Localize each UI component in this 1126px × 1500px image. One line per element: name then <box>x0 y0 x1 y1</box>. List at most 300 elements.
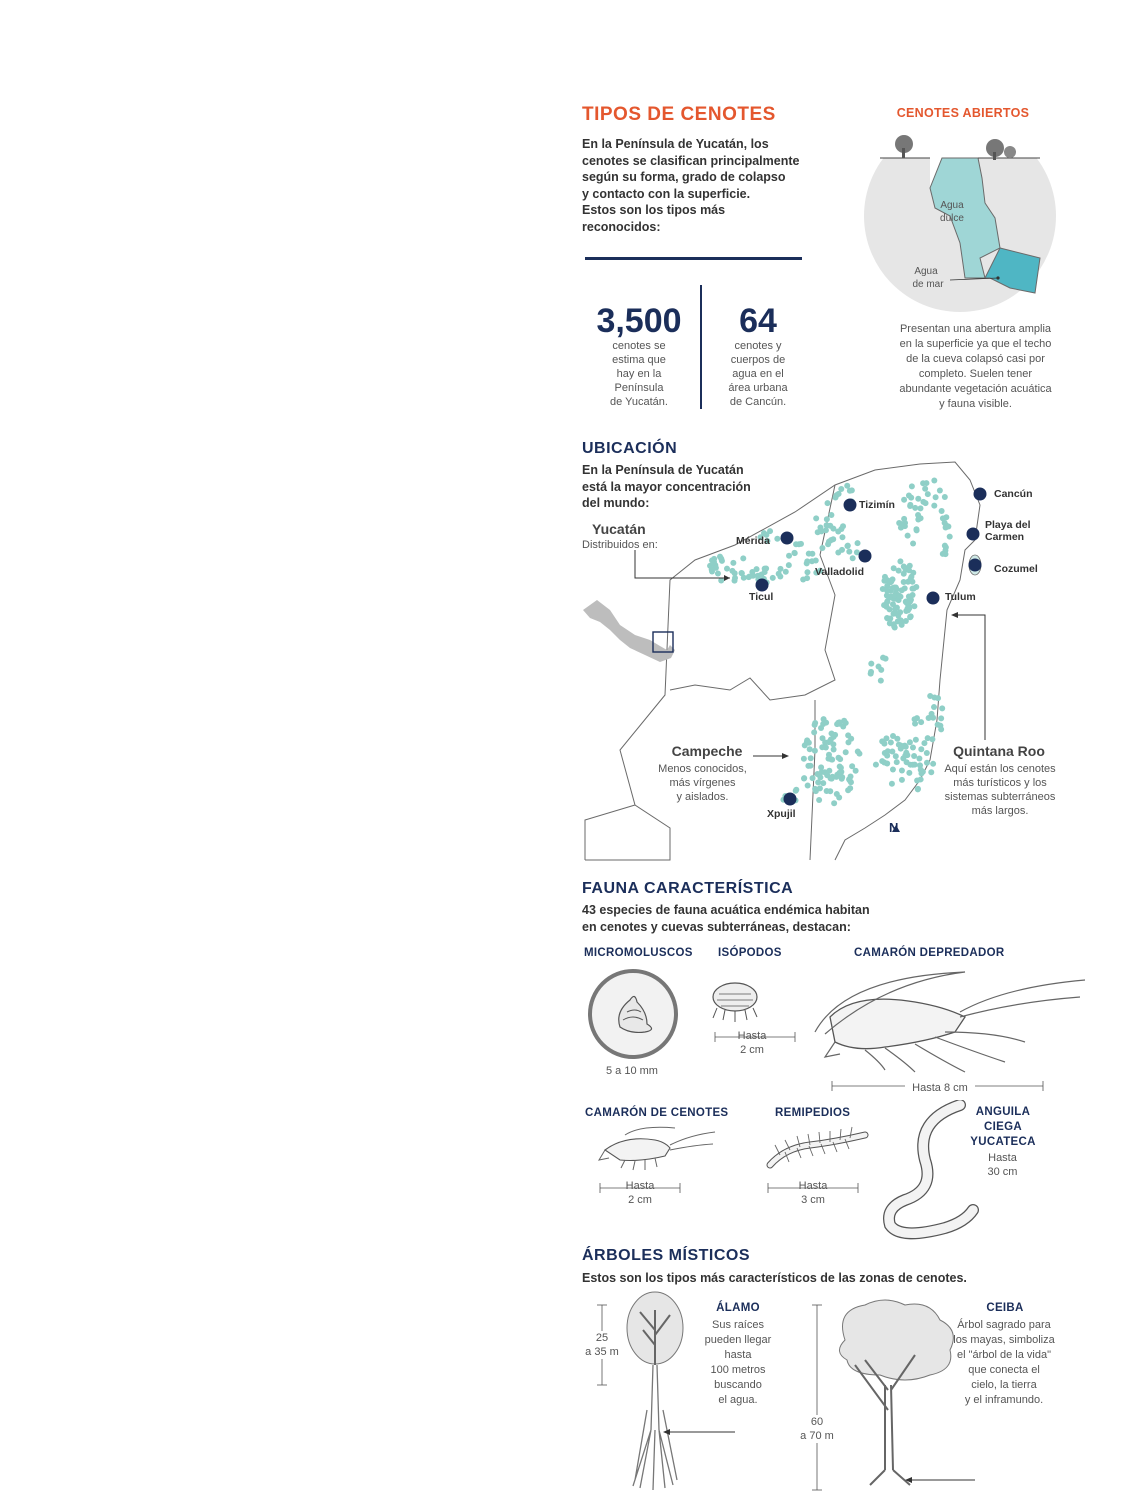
cenote-dot <box>811 729 817 735</box>
cenote-dot <box>910 744 916 750</box>
arboles-intro: Estos son los tipos más característicos de las zonas de cenotes. <box>582 1271 967 1285</box>
cenote-dot <box>907 762 913 768</box>
ceiba-tree-icon <box>839 1300 953 1485</box>
cenote-dot <box>942 543 948 549</box>
cenote-dot <box>770 575 776 581</box>
tipos-intro <box>582 136 822 235</box>
cenote-dot <box>786 562 792 568</box>
stat-cenotes-cancun <box>710 303 806 409</box>
stat-line: de Cancún. <box>729 396 787 408</box>
cenote-dot <box>917 505 923 511</box>
cenote-dot <box>830 526 836 532</box>
cenote-dot <box>786 553 792 559</box>
region-campeche: Campeche <box>671 743 743 759</box>
cenote-dot <box>804 558 810 564</box>
cenote-dot <box>806 551 812 557</box>
fauna-isopodos-title: ISÓPODOS <box>718 947 782 959</box>
cenote-dot <box>762 566 768 572</box>
desc-line: los mayas, simboliza <box>953 1334 1055 1346</box>
cenote-dot <box>918 746 924 752</box>
cenote-dot <box>887 616 893 622</box>
cenote-dot <box>897 594 903 600</box>
cenote-dot <box>846 549 852 555</box>
height-line: a 35 m <box>585 1346 619 1358</box>
cenote-dot <box>888 739 894 745</box>
desc-line: Árbol sagrado para <box>957 1319 1051 1331</box>
cenote-dot <box>916 755 922 761</box>
cenote-dot <box>939 705 945 711</box>
cenote-dot <box>868 661 874 667</box>
cenote-dot <box>911 753 917 759</box>
cenote-dot <box>843 720 849 726</box>
cenote-dot <box>933 494 939 500</box>
cenote-dot <box>804 575 810 581</box>
isopodos-size <box>728 1029 776 1057</box>
cenote-dot <box>905 533 911 539</box>
region-quintana-sub <box>930 762 1070 818</box>
size-line: 2 cm <box>740 1044 764 1056</box>
cenote-dot <box>947 534 953 540</box>
cenote-dot <box>890 576 896 582</box>
size-line: 30 cm <box>987 1166 1018 1178</box>
cenote-dot <box>730 560 736 566</box>
cenote-dot <box>833 774 839 780</box>
height-line: a 70 m <box>800 1430 834 1442</box>
city-label-tizimin: Tizimín <box>859 499 895 511</box>
size-line: 2 cm <box>628 1194 652 1206</box>
cenote-dot <box>878 678 884 684</box>
isopodo-icon <box>713 983 757 1022</box>
desc-line: más vírgenes <box>669 777 736 789</box>
cenote-dot <box>897 558 903 564</box>
cenote-dot <box>838 526 844 532</box>
cenote-dot <box>810 775 816 781</box>
size-line: Hasta <box>737 1030 767 1042</box>
fauna-remipedios-title: REMIPEDIOS <box>775 1107 851 1119</box>
desc-line: y fauna visible. <box>939 398 1012 410</box>
cenote-dot <box>892 610 898 616</box>
cenote-dot <box>827 788 833 794</box>
stat-line: cuerpos de <box>730 354 786 366</box>
intro-line: reconocidos: <box>582 219 661 234</box>
cenote-dot <box>740 555 746 561</box>
cenote-dot <box>906 770 912 776</box>
cenote-dot <box>856 751 862 757</box>
cenote-dot <box>884 598 890 604</box>
cenote-dot <box>838 486 844 492</box>
city-marker <box>859 550 872 563</box>
cenote-dot <box>826 756 832 762</box>
title-line: ANGUILA <box>975 1106 1031 1118</box>
cenote-dot <box>843 749 849 755</box>
cenote-diagram <box>860 128 1060 318</box>
cenote-dot <box>813 515 819 521</box>
stat-divider <box>700 285 702 409</box>
cenote-dot <box>816 797 822 803</box>
cenote-dot <box>938 726 944 732</box>
cenote-dot <box>715 571 721 577</box>
city-label-tulum: Tulum <box>945 591 976 603</box>
intro-line: en cenotes y cuevas subterráneas, destacan: <box>582 919 851 934</box>
cenote-dot <box>804 569 810 575</box>
stat-line: Península <box>614 382 664 394</box>
cenote-dot <box>906 605 912 611</box>
cenote-dot <box>717 554 723 560</box>
city-label-cancun: Cancún <box>994 488 1033 500</box>
cenote-dot <box>925 491 931 497</box>
cenote-dot <box>711 559 717 565</box>
stat-line: estima que <box>612 354 666 366</box>
city-marker <box>784 793 797 806</box>
cenote-dot <box>937 487 943 493</box>
cenote-dot <box>783 569 789 575</box>
cenote-dot <box>847 488 853 494</box>
desc-line: completo. Suelen tener <box>918 368 1033 380</box>
cenote-dot <box>826 739 832 745</box>
city-line: Playa del <box>985 519 1031 531</box>
micromoluscos-size: 5 a 10 mm <box>606 1065 658 1077</box>
cenote-dot <box>913 737 919 743</box>
cenote-dot <box>808 755 814 761</box>
cenote-dot <box>930 715 936 721</box>
cenote-dot <box>837 763 843 769</box>
desc-line: 100 metros <box>710 1364 766 1376</box>
cenote-dot <box>825 500 831 506</box>
cenote-dot <box>898 525 904 531</box>
cenote-dot <box>899 587 905 593</box>
height-line: 25 <box>595 1332 609 1344</box>
alamo-desc <box>693 1318 783 1408</box>
cenote-dot <box>898 617 904 623</box>
cenote-dot <box>901 497 907 503</box>
desc-line: de la cueva colapsó casi por <box>906 353 1045 365</box>
cenote-dot <box>894 759 900 765</box>
desc-line: y aislados. <box>676 791 729 803</box>
cenote-dot <box>893 753 899 759</box>
cenote-dot <box>907 614 913 620</box>
desc-line: buscando <box>714 1379 762 1391</box>
cenote-dot <box>903 744 909 750</box>
title-line: CIEGA <box>984 1121 1022 1133</box>
cenote-dot <box>831 800 837 806</box>
cenote-dot <box>931 477 937 483</box>
stat-cenotes-peninsula <box>586 303 692 409</box>
cenote-dot <box>818 725 824 731</box>
cenote-dot <box>848 779 854 785</box>
city-marker <box>844 499 857 512</box>
desc-line: hasta <box>724 1349 752 1361</box>
stat-line: de Yucatán. <box>610 396 668 408</box>
desc-line: el "árbol de la vida" <box>956 1349 1052 1361</box>
cenote-dot <box>830 536 836 542</box>
intro-line: Estos son los tipos más <box>582 203 726 217</box>
intro-line: 43 especies de fauna acuática endémica habitan <box>582 903 870 917</box>
cenote-dot <box>819 545 825 551</box>
cenote-dot <box>767 528 773 534</box>
desc-line: el agua. <box>718 1394 758 1406</box>
cenote-dot <box>741 575 747 581</box>
cenote-dot <box>834 721 840 727</box>
cenote-dot <box>801 776 807 782</box>
agua-mar-label: Agua <box>914 266 938 277</box>
alamo-tree-icon <box>627 1292 683 1490</box>
stat-line: agua en el <box>732 368 784 380</box>
cenote-dot <box>793 788 799 794</box>
desc-line: sistemas subterráneos <box>944 791 1056 803</box>
cenote-dot <box>899 777 905 783</box>
cenote-dot <box>913 584 919 590</box>
region-campeche-sub <box>645 762 760 804</box>
intro-line: En la Península de Yucatán, los <box>582 137 769 151</box>
cenote-dot <box>883 735 889 741</box>
north-label: N <box>889 820 899 835</box>
cenote-dot <box>881 578 887 584</box>
cenote-dot <box>831 747 837 753</box>
cenote-dot <box>839 534 845 540</box>
cenote-dot <box>845 787 851 793</box>
cenote-dot <box>801 756 807 762</box>
cenote-dot <box>777 566 783 572</box>
agua-dulce-label: dulce <box>940 213 964 224</box>
cenote-dot <box>921 740 927 746</box>
intro-line: está la mayor concentración <box>582 479 751 494</box>
mexico-inset <box>583 600 675 662</box>
remipedio-icon <box>770 1127 865 1165</box>
fauna-row1-illustrations <box>585 962 1095 1102</box>
alamo-title: ÁLAMO <box>716 1302 760 1314</box>
size-line: Hasta <box>625 1180 655 1192</box>
cenote-dot <box>890 767 896 773</box>
camaron-cen-size <box>605 1179 675 1207</box>
ceiba-height <box>797 1415 837 1443</box>
cenote-dot <box>915 496 921 502</box>
cenote-dot <box>910 540 916 546</box>
desc-line: Sus raíces <box>712 1319 764 1331</box>
cenote-dot <box>845 543 851 549</box>
intro-line: según su forma, grado de colapso <box>582 170 786 184</box>
desc-line: en la superficie ya que el techo <box>899 338 1052 350</box>
stat-line: hay en la <box>616 368 662 380</box>
region-yucatan: Yucatán <box>592 521 646 537</box>
fauna-row2-illustrations <box>585 1100 1055 1240</box>
cenote-dot <box>922 486 928 492</box>
cenote-dot <box>902 752 908 758</box>
camaron-depredador-icon <box>815 972 1085 1072</box>
desc-line: más largos. <box>971 805 1029 817</box>
cenote-dot <box>824 772 830 778</box>
cenote-dot <box>818 528 824 534</box>
intro-line: En la Península de Yucatán <box>582 463 744 477</box>
height-line: 60 <box>810 1416 824 1428</box>
size-line: Hasta <box>798 1180 828 1192</box>
cenote-dot <box>906 492 912 498</box>
cenote-dot <box>823 720 829 726</box>
cenote-dot <box>868 671 874 677</box>
region-yucatan-sub: Distribuidos en: <box>582 539 658 551</box>
city-label-xpujil: Xpujil <box>767 808 796 820</box>
stat-value: 64 <box>739 302 777 340</box>
cenote-dot <box>918 776 924 782</box>
intro-line: cenotes se clasifican principalmente <box>582 153 800 168</box>
cenote-dot <box>940 551 946 557</box>
cenote-dot <box>909 483 915 489</box>
cenote-dot <box>724 566 730 572</box>
cenote-dot <box>890 733 896 739</box>
cenote-dot <box>891 565 897 571</box>
cenote-dot <box>823 745 829 751</box>
intro-line: y contacto con la superficie. <box>582 186 751 201</box>
desc-line: pueden llegar <box>704 1334 772 1346</box>
cenote-dot <box>880 655 886 661</box>
fauna-camaron-dep-title: CAMARÓN DEPREDADOR <box>854 947 1005 959</box>
cenote-dot <box>806 740 812 746</box>
cenote-dot <box>844 483 850 489</box>
desc-line: Aquí están los cenotes <box>944 763 1056 775</box>
city-label-valladolid: Valladolid <box>815 566 865 578</box>
size-line: Hasta <box>988 1152 1017 1164</box>
city-label-playa <box>985 519 1031 543</box>
city-marker <box>969 559 982 572</box>
ceiba-title: CEIBA <box>986 1302 1024 1314</box>
desc-line: más turísticos y los <box>953 777 1047 789</box>
cenote-dot <box>881 741 887 747</box>
cenote-dot <box>746 574 752 580</box>
cenote-dot <box>923 480 929 486</box>
cenote-dot <box>915 786 921 792</box>
cenote-dot <box>908 574 914 580</box>
city-marker <box>927 592 940 605</box>
cenote-dot <box>713 565 719 571</box>
cenote-dot <box>942 494 948 500</box>
cenote-dot <box>834 492 840 498</box>
cenote-dot <box>732 575 738 581</box>
section-title-ubicacion: UBICACIÓN <box>582 440 678 457</box>
cenote-dot <box>829 730 835 736</box>
cenote-dot <box>824 516 830 522</box>
cenote-dot <box>940 515 946 521</box>
camaron-cenotes-icon <box>599 1127 715 1170</box>
cenote-dot <box>932 695 938 701</box>
cenote-dot <box>814 771 820 777</box>
city-line: Carmen <box>985 531 1025 543</box>
city-marker <box>974 488 987 501</box>
region-quintana: Quintana Roo <box>953 743 1045 759</box>
cenote-dot <box>906 567 912 573</box>
cenote-dot <box>812 748 818 754</box>
cenote-dot <box>791 550 797 556</box>
cenote-dot <box>812 722 818 728</box>
stat-value: 3,500 <box>596 302 682 340</box>
cenote-dot <box>920 769 926 775</box>
cenote-dot <box>820 780 826 786</box>
cenote-dot <box>943 522 949 528</box>
city-label-ticul: Ticul <box>749 591 774 603</box>
cenote-dot <box>938 715 944 721</box>
fauna-micromoluscos-title: MICROMOLUSCOS <box>584 947 693 959</box>
cenote-dot <box>850 555 856 561</box>
cenote-dot <box>931 704 937 710</box>
cenote-dot <box>835 549 841 555</box>
fauna-intro <box>582 902 902 935</box>
city-label-merida: Mérida <box>736 535 770 547</box>
cenote-dot <box>880 586 886 592</box>
cenote-dot <box>884 593 890 599</box>
cenote-dot <box>899 768 905 774</box>
cenote-dot <box>918 515 924 521</box>
fauna-camaron-cen-title: CAMARÓN DE CENOTES <box>585 1107 729 1119</box>
cenote-dot <box>885 748 891 754</box>
cenote-dot <box>917 762 923 768</box>
cenote-dot <box>805 763 811 769</box>
remipedios-size <box>778 1179 848 1207</box>
desc-line: abundante vegetación acuática <box>899 383 1052 395</box>
cenote-dot <box>905 579 911 585</box>
cenote-dot <box>912 505 918 511</box>
cenote-dot <box>911 603 917 609</box>
cenote-dot <box>834 791 840 797</box>
section-title-arboles: ÁRBOLES MÍSTICOS <box>582 1247 751 1264</box>
size-line: 3 cm <box>801 1194 825 1206</box>
ceiba-desc <box>944 1318 1064 1408</box>
desc-line: cielo, la tierra <box>971 1379 1037 1391</box>
cenote-dot <box>907 739 913 745</box>
cenotes-abiertos-title: CENOTES ABIERTOS <box>896 106 1030 120</box>
cenote-dot <box>903 599 909 605</box>
cenote-dot <box>754 566 760 572</box>
desc-line: que conecta el <box>968 1364 1040 1376</box>
cenote-dot <box>924 750 930 756</box>
desc-line: Menos conocidos, <box>658 763 747 775</box>
cenote-dot <box>853 768 859 774</box>
city-label-cozumel: Cozumel <box>994 563 1038 575</box>
city-marker <box>756 579 769 592</box>
section-title-tipos: TIPOS DE CENOTES <box>582 104 776 125</box>
cenote-dot <box>876 664 882 670</box>
cenote-dot <box>891 621 897 627</box>
cenote-dot <box>913 526 919 532</box>
section-title-fauna: FAUNA CARACTERÍSTICA <box>582 880 794 897</box>
cenote-dot <box>897 609 903 615</box>
desc-line: y el inframundo. <box>964 1394 1044 1406</box>
cenote-dot <box>805 782 811 788</box>
title-line: YUCATECA <box>970 1136 1036 1148</box>
desc-line: Presentan una abertura amplia <box>899 323 1052 335</box>
cenote-dot <box>774 536 780 542</box>
cenote-dot <box>828 512 834 518</box>
cenote-dot <box>925 735 931 741</box>
city-marker <box>781 532 794 545</box>
agua-dulce-label: Agua <box>940 200 964 211</box>
stat-line: área urbana <box>728 382 788 394</box>
cenote-dot <box>912 716 918 722</box>
stat-line: cenotes y <box>734 340 782 352</box>
stat-line: cenotes se <box>612 340 666 352</box>
anguila-icon <box>889 1105 973 1233</box>
cenote-dot <box>891 585 897 591</box>
cenote-dot <box>939 508 945 514</box>
cenote-dot <box>807 746 813 752</box>
arrow-quintana <box>953 615 985 740</box>
cenote-dot <box>815 779 821 785</box>
cenote-dot <box>884 604 890 610</box>
cenote-dot <box>931 503 937 509</box>
cenote-dot <box>812 786 818 792</box>
intro-line: del mundo: <box>582 496 650 510</box>
cenote-dot <box>889 781 895 787</box>
city-marker <box>967 528 980 541</box>
abiertos-desc <box>888 322 1063 412</box>
cenote-dot <box>855 540 861 546</box>
